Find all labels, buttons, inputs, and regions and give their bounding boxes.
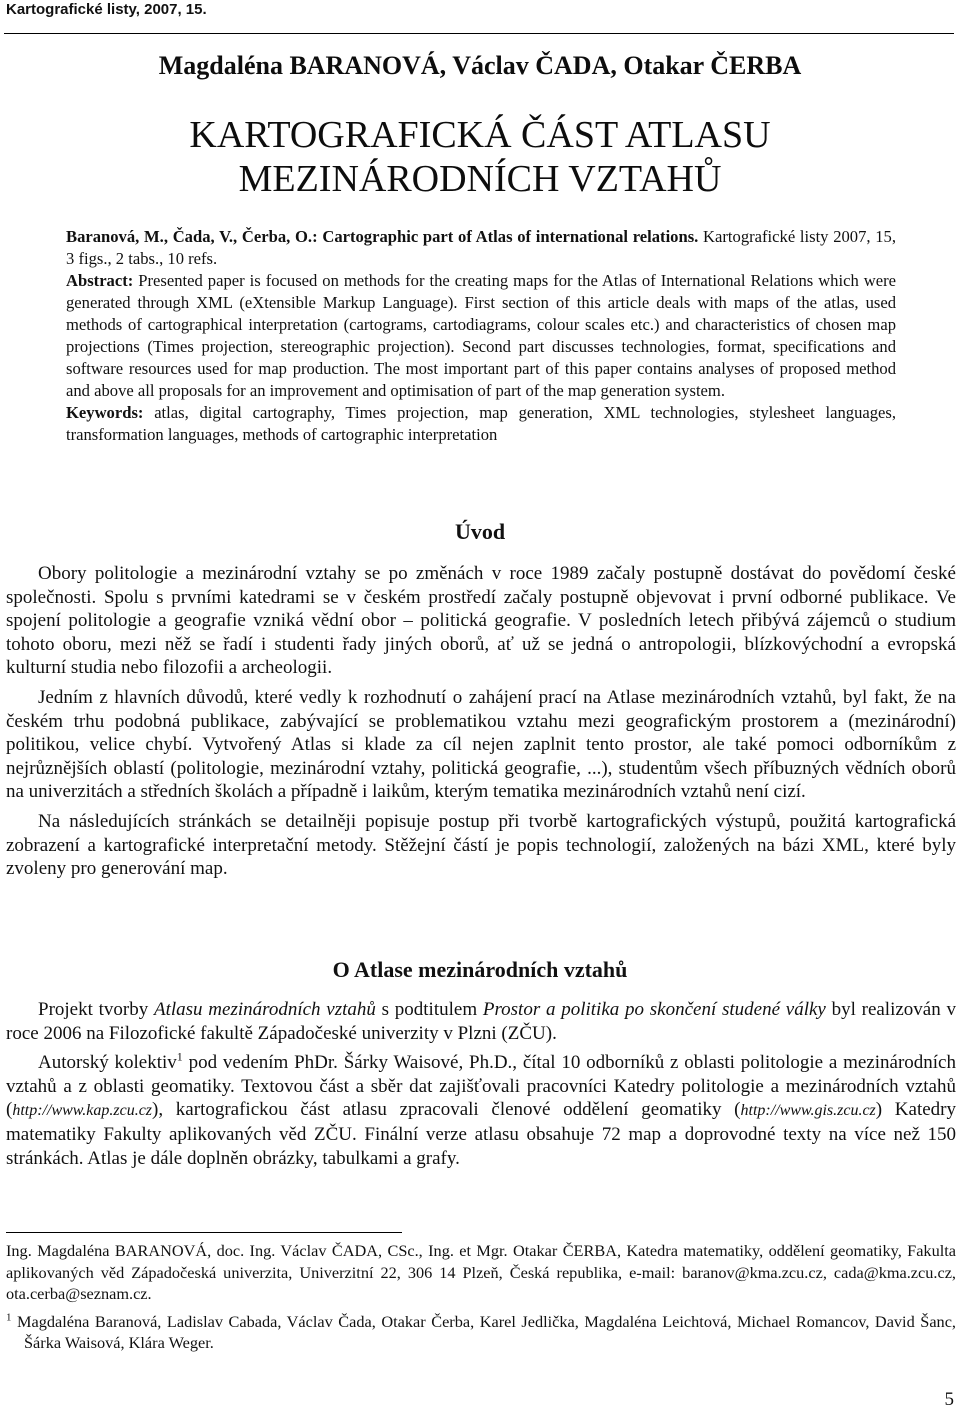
- paper-title: [0, 113, 960, 201]
- paragraph: [6, 1051, 956, 1170]
- footnote-text: Magdaléna Baranová, Ladislav Cabada, Václav Čada, Otakar Čerba, Karel Jedlička, Magdaléna Leichtová, Michael Romancov, David Šanc, Šárka Waisová, Klára Weger.: [11, 1311, 956, 1352]
- affiliation-note: Ing. Magdaléna BARANOVÁ, doc. Ing. Václav ČADA, CSc., Ing. et Mgr. Otakar ČERBA, Katedra matematiky, oddělení geomatiky, Fakulta aplikovaných věd Západočeská univerzita, Univerzitní 22, 306 14 Plzeň, Česká republika, e-mail: baranov@kma.zcu.cz, cada@kma.zcu.cz, ota.cerba@seznam.cz.: [6, 1241, 956, 1303]
- citation-source: Kartografické listy 2007, 15, 3 figs., 2 tabs., 10 refs.: [66, 227, 896, 268]
- page-number: 5: [944, 1389, 954, 1410]
- footnote-ref[interactable]: 1: [176, 1049, 183, 1064]
- keywords-text: atlas, digital cartography, Times projection, map generation, XML technologies, stylesheet languages, transformation languages, methods of cartographic interpretation: [66, 403, 896, 444]
- footnote-rule: [6, 1232, 402, 1233]
- abstract-block: [66, 226, 896, 446]
- footnote-1: [6, 1311, 956, 1354]
- url-link[interactable]: http://www.kap.zcu.cz: [12, 1102, 153, 1120]
- atlas-title-italic: Atlasu mezinárodních vztahů: [154, 999, 376, 1020]
- atlas-subtitle-italic: Prostor a politika po skončení studené války: [482, 999, 826, 1020]
- text-run: s podtitulem: [375, 999, 483, 1020]
- title-line-2: MEZINÁRODNÍCH VZTAHŮ: [238, 158, 722, 200]
- paragraph: Obory politologie a mezinárodní vztahy se po změnách v roce 1989 začaly postupně dostávat do povědomí české společnosti. Spolu s prvními katedrami se v českém prostředí začaly postupně objevovat i první odborné publikace. Ve spojení politologie a geografie vzniká vědní obor – politická geografie. V posledních letech přibývá zájemců o studium tohoto oboru, mezi něž se řadí i studenti řady jiných oborů, ať už se jedná o antropologii, blízkovýchodní a evropská kulturní studia nebo filozofii a archeologii.: [6, 563, 956, 679]
- keywords-label: Keywords:: [66, 403, 144, 422]
- footnote-mark: 1: [6, 1311, 12, 1324]
- text-run: ) Katedry matematiky Fakulty aplikovaných věd ZČU. Finální verze atlasu obsahuje 72 map a doprovodné texty na více než 150 stránkách. Atlas je dále doplněn obrázky, tabulkami a grafy.: [6, 1099, 956, 1169]
- section-heading-atlas: O Atlase mezinárodních vztahů: [332, 957, 628, 982]
- url-link[interactable]: http://www.gis.zcu.cz: [740, 1102, 876, 1120]
- header-rule: [4, 33, 954, 34]
- text-run: Projekt tvorby: [38, 999, 154, 1020]
- section-heading-uvod: Úvod: [454, 519, 506, 544]
- keywords: [66, 402, 896, 446]
- text-run: ), kartografickou část atlasu zpracovali členové oddělení geomatiky (: [152, 1099, 741, 1121]
- abstract: [66, 270, 896, 402]
- abstract-label: Abstract:: [66, 271, 134, 290]
- paragraph: Jedním z hlavních důvodů, které vedly k rozhodnutí o zahájení prací na Atlase mezinárodních vztahů, byl fakt, že na českém trhu podobná publikace, zabývající se problematikou vztahu mezi geografickým prostorem a (mezinárodní) politikou, velice chybí. Vytvořený Atlas si klade za cíl nejen zaplnit tento prostor, ale také pomoci odborníkům z nejrůznějších oblastí (politologie, mezinárodní vztahy, politická geografie, ...), studentům všech příbuzných vědních oborů na univerzitách a středních školách a případně i laikům, kterým tematika mezinárodních vztahů není cizí.: [6, 686, 956, 803]
- text-run: Autorský kolektiv: [38, 1052, 177, 1074]
- text-run: pod vedením PhDr. Šárky Waisové, Ph.D., čítal 10 odborníků z oblasti politologie a mezinárodních vztahů a z oblasti geomatiky. Textovou část a sběr dat zajišťovali pracovníci Katedry politologie a mezinárodních vztahů (: [6, 1052, 956, 1121]
- section-atlas-body: [6, 998, 956, 1170]
- author-line: Magdaléna BARANOVÁ, Václav ČADA, Otakar ČERBA: [158, 51, 802, 80]
- citation-authors-title: Baranová, M., Čada, V., Čerba, O.: Cartographic part of Atlas of international relations.: [66, 227, 699, 246]
- footnotes: [6, 1240, 956, 1354]
- paragraph: Na následujících stránkách se detailněji popisuje postup při tvorbě kartografických výstupů, použitá kartografická zobrazení a kartografické interpretační metody. Stěžejní částí je popis technologií, založených na bázi XML, které byly zvoleny pro generování map.: [6, 810, 956, 880]
- paragraph: [6, 998, 956, 1045]
- text-run: byl realizován v roce 2006 na Filozofické fakultě Západočeské univerzity v Plzni (ZČU).: [6, 999, 956, 1044]
- running-head: Kartografické listy, 2007, 15.: [6, 1, 207, 18]
- citation: [66, 226, 896, 270]
- abstract-text: Presented paper is focused on methods for the creating maps for the Atlas of International Relations which were generated through XML (eXtensible Markup Language). First section of this article deals with maps of the atlas, used methods of cartographical interpretation (cartograms, cartodiagrams, colour scales etc.) and characteristics of chosen map projections (Times projection, stereographic projection). Second part discusses technologies, format, specifications and software resources used for map production. The most important part of this paper contains analyses of proposed method and above all proposals for an improvement and optimisation of part of the map generation system.: [66, 271, 896, 400]
- section-uvod-body: [6, 562, 956, 881]
- title-line-1: KARTOGRAFICKÁ ČÁST ATLASU: [189, 114, 771, 156]
